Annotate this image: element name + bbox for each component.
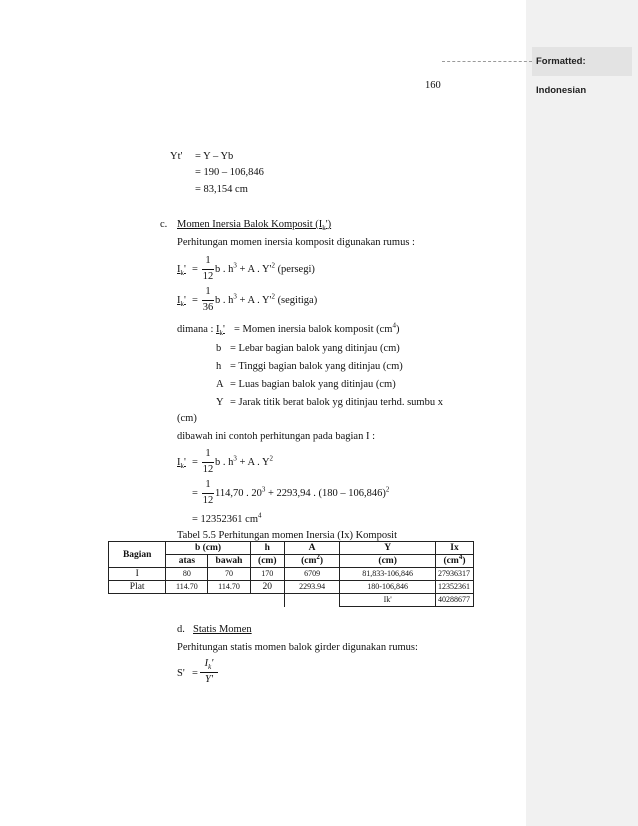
example2-eq: =	[192, 488, 198, 499]
col-bagian: Bagian	[109, 542, 166, 568]
formula-s-lhs: S'	[177, 668, 185, 679]
cell-h: 170	[250, 568, 284, 581]
where-symbol-a: A	[216, 379, 224, 390]
empty-cell	[109, 594, 285, 607]
cell-bagian: I	[109, 568, 166, 581]
section-d-intro: Perhitungan statis momen balok girder digunakan rumus:	[177, 642, 418, 653]
formula1-rest: b . $h^3 + A$ . $Y'^2$ (persegi)	[215, 261, 315, 275]
yt-line-3: = 83,154 cm	[195, 184, 248, 195]
example-intro: dibawah ini contoh perhitungan pada bagian I :	[177, 431, 375, 442]
comment-connector	[442, 61, 532, 62]
col-y-unit: (cm)	[340, 555, 436, 568]
col-b-bawah: bawah	[208, 555, 250, 568]
ix-table	[108, 541, 474, 607]
cell-y: 81,833-106,846	[340, 568, 436, 581]
example1-lhs: $I_k'$	[177, 457, 186, 471]
example2-rest: 114,70 . $20^3 + 2293,94$ . (180 – 106,846)$^2$	[215, 485, 390, 499]
cell-ix: 12352361	[436, 581, 474, 594]
where-symbol-b: b	[216, 343, 222, 354]
formula1-eq: =	[192, 264, 198, 275]
table-row	[109, 568, 474, 581]
example1-eq: =	[192, 457, 198, 468]
section-c-intro: Perhitungan momen inersia komposit digunakan rumus :	[177, 237, 415, 248]
formula2-rest: b . $h^3 + A$ . $Y'^2$ (segitiga)	[215, 292, 318, 306]
formula2-eq: =	[192, 295, 198, 306]
example1-fraction: 1 12	[202, 448, 214, 475]
cell-a: 2293.94	[284, 581, 339, 594]
where-desc-h: = Tinggi bagian balok yang ditinjau (cm)	[230, 361, 403, 372]
formula2-lhs: $I_k'$	[177, 295, 186, 309]
formula-s-fraction: $I_k'$ Y'	[200, 658, 218, 686]
cell-atas: 114.70	[166, 581, 208, 594]
total-label: Ik'	[340, 594, 436, 607]
section-c-prefix: c.	[160, 219, 168, 230]
where-desc-y: = Jarak titik berat balok yg ditinjau terhd. sumbu x	[230, 397, 443, 408]
cell-y: 180-106,846	[340, 581, 436, 594]
where-desc-ik: = Momen inersia balok komposit $(cm^4)$	[234, 321, 400, 335]
yt-line-1: = Y – Yb	[195, 151, 234, 162]
col-h: h	[250, 542, 284, 555]
yt-lhs: Yt'	[170, 151, 183, 162]
col-y: Y	[340, 542, 436, 555]
formula1-lhs: $I_k'$	[177, 264, 186, 278]
table-row	[109, 581, 474, 594]
page-number: 160	[425, 80, 441, 91]
where-cm-wrap: (cm)	[177, 413, 197, 424]
where-symbol-ik: $I_k'$	[216, 324, 225, 338]
table-header-row-1	[109, 542, 474, 555]
cell-bawah: 114.70	[208, 581, 250, 594]
cell-bagian: Plat	[109, 581, 166, 594]
section-c-heading: Momen Inersia Balok Komposit $(I_k')$	[177, 219, 332, 233]
col-ix: Ix	[436, 542, 474, 555]
where-desc-b: = Lebar bagian balok yang ditinjau (cm)	[230, 343, 400, 354]
col-ix-unit: $(cm^4)$	[436, 555, 474, 568]
yt-line-2: = 190 – 106,846	[195, 167, 264, 178]
cell-bawah: 70	[208, 568, 250, 581]
section-d-heading: Statis Momen	[193, 624, 252, 635]
comment-margin	[526, 0, 638, 826]
total-value: 40288677	[436, 594, 474, 607]
cell-h: 20	[250, 581, 284, 594]
where-label: dimana :	[177, 324, 214, 335]
col-b: b (cm)	[166, 542, 250, 555]
col-h-unit: (cm)	[250, 555, 284, 568]
col-a: A	[284, 542, 339, 555]
cell-atas: 80	[166, 568, 208, 581]
where-symbol-y: Y	[216, 397, 224, 408]
cell-ix: 27936317	[436, 568, 474, 581]
where-symbol-h: h	[216, 361, 222, 372]
empty-cell	[284, 594, 339, 607]
formatting-comment[interactable]: Formatted: Indonesian	[532, 47, 632, 76]
cell-a: 6709	[284, 568, 339, 581]
section-d-prefix: d.	[177, 624, 185, 635]
example2-fraction: 1 12	[202, 479, 214, 506]
formula-s-eq: =	[192, 668, 198, 679]
where-desc-a: = Luas bagian balok yang ditinjau (cm)	[230, 379, 396, 390]
formula2-fraction: 1 36	[202, 286, 214, 313]
table-caption: Tabel 5.5 Perhitungan momen Inersia (Ix) Komposit	[177, 530, 398, 541]
col-a-unit: $(cm^2)$	[284, 555, 339, 568]
col-b-atas: atas	[166, 555, 208, 568]
example-result: = 12352361 $cm^4$	[192, 511, 262, 525]
example1-rest: b . $h^3 + A$ . $Y^2$	[215, 454, 274, 468]
table-total-row	[109, 594, 474, 607]
formula1-fraction: 1 12	[202, 255, 214, 282]
